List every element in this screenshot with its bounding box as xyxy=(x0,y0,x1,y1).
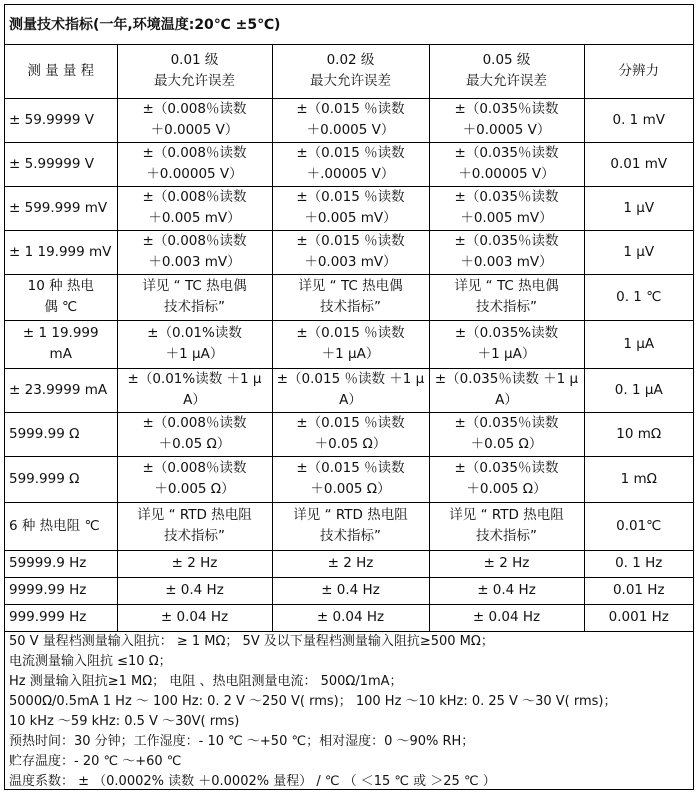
cell-range xyxy=(5,274,117,320)
cell-line: ＋0.00005 V） xyxy=(146,166,243,182)
table-row xyxy=(5,98,693,142)
cell-line: ±（0.015 ％读数 xyxy=(296,101,405,117)
cell-line: ＋0.005 Ω） xyxy=(154,481,235,497)
table-row xyxy=(5,550,693,577)
cell-line: ± 2 Hz xyxy=(483,555,530,571)
cell-grade-0.05 xyxy=(429,502,584,550)
cell-line: ＋0.003 mV） xyxy=(148,254,241,270)
cell-range xyxy=(5,368,117,412)
table-row xyxy=(5,186,693,230)
cell-line: ± 0.04 Hz xyxy=(472,609,541,625)
cell-resolution: 1 μV xyxy=(584,230,693,274)
cell-line: ± 0.04 Hz xyxy=(160,609,229,625)
cell-line: ＋0.0005 V） xyxy=(306,122,395,138)
cell-line: A） xyxy=(339,392,362,408)
cell-resolution: 0.01℃ xyxy=(584,502,693,550)
cell-range xyxy=(5,186,117,230)
cell-grade-0.01 xyxy=(117,412,272,456)
cell-line: ±（0.008％读数 xyxy=(142,460,247,476)
cell-line: ± 2 Hz xyxy=(327,555,374,571)
header-range: 测 量 量 程 xyxy=(5,45,117,98)
note-line: 10 kHz ～59 kHz: 0.5 V ～30V( rms) xyxy=(9,713,240,729)
cell-line: ±（0.035％读数 xyxy=(454,189,559,205)
cell-grade-0.05 xyxy=(429,186,584,230)
cell-line: ＋0.003 mV） xyxy=(304,254,397,270)
cell-line: ±（0.015 ％读数 xyxy=(296,415,405,431)
note-line: 电流测量输入阻抗 ≤10 Ω； xyxy=(9,653,172,669)
cell-line: ± 5.99999 V xyxy=(9,155,94,172)
cell-resolution: 1 mΩ xyxy=(584,456,693,502)
cell-range xyxy=(5,502,117,550)
cell-line: ＋0.005 Ω） xyxy=(466,481,547,497)
header-grade-0.01: 0.01 级 最大允许误差 xyxy=(117,45,272,98)
cell-line: 技术指标” xyxy=(164,528,225,544)
note-line: 50 V 量程档测量输入阻抗： ≥ 1 MΩ； 5V 及以下量程档测量输入阻抗≥500 MΩ； xyxy=(9,633,494,649)
cell-line: ± 1 19.999 xyxy=(22,325,99,341)
cell-line: ＋0.00005 V） xyxy=(458,166,555,182)
table-row xyxy=(5,368,693,412)
cell-line: ＋0.0005 V） xyxy=(150,122,239,138)
cell-line: ± 0.4 Hz xyxy=(321,582,380,598)
cell-range xyxy=(5,412,117,456)
cell-line: ＋0.005 mV） xyxy=(304,210,397,226)
cell-grade-0.05 xyxy=(429,604,584,631)
table-row xyxy=(5,604,693,631)
cell-grade-0.05 xyxy=(429,577,584,604)
cell-grade-0.05 xyxy=(429,98,584,142)
cell-line: 技术指标” xyxy=(476,528,537,544)
table-row xyxy=(5,230,693,274)
cell-line: ± 0.04 Hz xyxy=(316,609,385,625)
header-row xyxy=(5,45,693,98)
cell-grade-0.02 xyxy=(272,274,429,320)
cell-grade-0.02 xyxy=(272,550,429,577)
cell-line: A） xyxy=(183,392,206,408)
cell-grade-0.01 xyxy=(117,142,272,186)
cell-line: 6 种 热电阻 ℃ xyxy=(9,517,100,534)
cell-line: ±（0.008％读数 xyxy=(142,189,247,205)
cell-line: ±（0.015 ％读数 ＋1 μ xyxy=(276,371,425,387)
cell-line: 59999.9 Hz xyxy=(9,555,87,571)
cell-line: ± 0.4 Hz xyxy=(165,582,224,598)
cell-line: ＋.00005 V） xyxy=(306,166,395,182)
cell-line: A） xyxy=(495,392,518,408)
spec-sheet xyxy=(4,4,694,790)
cell-range xyxy=(5,320,117,368)
cell-line: 技术指标” xyxy=(320,299,381,315)
cell-line: ±（0.015 ％读数 xyxy=(296,325,405,341)
cell-line: 技术指标” xyxy=(320,528,381,544)
cell-grade-0.05 xyxy=(429,230,584,274)
cell-line: ± 2 Hz xyxy=(171,555,218,571)
cell-line: ＋0.005 Ω） xyxy=(310,481,391,497)
cell-grade-0.01 xyxy=(117,186,272,230)
cell-line: ±（0.015 ％读数 xyxy=(296,233,405,249)
cell-resolution: 0. 1 μA xyxy=(584,368,693,412)
cell-line: ±（0.035%读数 xyxy=(454,325,559,341)
cell-resolution: 0. 1 ℃ xyxy=(584,274,693,320)
header-resolution: 分辨力 xyxy=(584,45,693,98)
cell-line: ±（0.008％读数 xyxy=(142,101,247,117)
cell-line: ±（0.01%读数 ＋1 μ xyxy=(127,371,262,387)
note-line: 贮存温度：- 20 ℃ ～+60 ℃ xyxy=(9,753,182,769)
cell-line: ＋1 μA） xyxy=(165,346,224,362)
cell-line: ±（0.035％读数 ＋1 μ xyxy=(434,371,579,387)
cell-line: 详见 “ TC 热电偶 xyxy=(142,278,247,294)
table-row xyxy=(5,274,693,320)
cell-line: ±（0.035％读数 xyxy=(454,101,559,117)
cell-range xyxy=(5,456,117,502)
cell-line: 599.999 Ω xyxy=(9,470,80,487)
header-grade-0.05: 0.05 级 最大允许误差 xyxy=(429,45,584,98)
table-row xyxy=(5,456,693,502)
cell-line: 详见 “ RTD 热电阻 xyxy=(293,507,408,523)
table-row xyxy=(5,142,693,186)
cell-line: ± 599.999 mV xyxy=(9,199,108,216)
cell-resolution: 10 mΩ xyxy=(584,412,693,456)
cell-grade-0.01 xyxy=(117,98,272,142)
cell-grade-0.02 xyxy=(272,502,429,550)
cell-grade-0.05 xyxy=(429,142,584,186)
cell-grade-0.01 xyxy=(117,368,272,412)
cell-line: ±（0.015 ％读数 xyxy=(296,145,405,161)
cell-line: ±（0.008％读数 xyxy=(142,415,247,431)
cell-grade-0.02 xyxy=(272,320,429,368)
cell-grade-0.02 xyxy=(272,186,429,230)
cell-grade-0.05 xyxy=(429,320,584,368)
note-line: Hz 测量输入阻抗≥1 MΩ； 电阻 、热电阻测量电流： 500Ω/1mA； xyxy=(9,673,403,689)
cell-line: 技术指标” xyxy=(164,299,225,315)
page-title: 测量技术指标(一年,环境温度:20℃ ±5℃) xyxy=(5,5,693,45)
cell-line: ＋0.005 mV） xyxy=(148,210,241,226)
cell-grade-0.02 xyxy=(272,577,429,604)
cell-resolution: 0. 1 Hz xyxy=(584,550,693,577)
cell-range xyxy=(5,577,117,604)
cell-grade-0.05 xyxy=(429,550,584,577)
cell-line: 999.999 Hz xyxy=(9,609,87,625)
cell-line: ±（0.015 ％读数 xyxy=(296,189,405,205)
cell-line: 详见 “ TC 热电偶 xyxy=(298,278,403,294)
cell-line: ＋1 μA） xyxy=(321,346,380,362)
cell-line: 技术指标” xyxy=(476,299,537,315)
cell-range xyxy=(5,604,117,631)
cell-resolution: 1 μV xyxy=(584,186,693,230)
cell-grade-0.05 xyxy=(429,368,584,412)
cell-line: ±（0.008％读数 xyxy=(142,233,247,249)
cell-line: ＋0.005 mV） xyxy=(460,210,553,226)
cell-grade-0.01 xyxy=(117,320,272,368)
cell-line: ±（0.015 ％读数 xyxy=(296,460,405,476)
cell-grade-0.02 xyxy=(272,368,429,412)
cell-grade-0.01 xyxy=(117,230,272,274)
cell-line: ± 1 19.999 mV xyxy=(9,243,112,260)
cell-line: ±（0.035％读数 xyxy=(454,460,559,476)
cell-grade-0.05 xyxy=(429,456,584,502)
cell-resolution: 1 μA xyxy=(584,320,693,368)
cell-line: ± 0.4 Hz xyxy=(477,582,536,598)
cell-line: ±（0.035％读数 xyxy=(454,145,559,161)
cell-grade-0.01 xyxy=(117,604,272,631)
cell-line: ±（0.035％读数 xyxy=(454,415,559,431)
cell-grade-0.05 xyxy=(429,274,584,320)
cell-line: ＋0.05 Ω） xyxy=(158,436,231,452)
cell-line: 9999.99 Hz xyxy=(9,582,87,598)
cell-grade-0.02 xyxy=(272,142,429,186)
table-row xyxy=(5,502,693,550)
cell-range xyxy=(5,230,117,274)
table-row xyxy=(5,577,693,604)
cell-line: 详见 “ RTD 热电阻 xyxy=(449,507,564,523)
cell-grade-0.02 xyxy=(272,412,429,456)
cell-line: 5999.99 Ω xyxy=(9,425,80,442)
note-line: 温度系数： ± （0.0002% 读数 ＋0.0002% 量程） / ℃ （ ＜15 ℃ 或 ＞25 ℃ ） xyxy=(9,773,496,789)
table-row xyxy=(5,320,693,368)
cell-line: ＋0.05 Ω） xyxy=(314,436,387,452)
cell-resolution: 0. 1 mV xyxy=(584,98,693,142)
cell-grade-0.01 xyxy=(117,550,272,577)
notes-block xyxy=(5,632,693,792)
cell-grade-0.02 xyxy=(272,98,429,142)
note-line: 5000Ω/0.5mA 1 Hz ～ 100 Hz: 0. 2 V ～250 V( rms)； 100 Hz ～10 kHz: 0. 25 V ～30 V( rms)； xyxy=(9,693,617,709)
spec-table xyxy=(5,45,693,632)
cell-grade-0.01 xyxy=(117,577,272,604)
cell-line: 详见 “ RTD 热电阻 xyxy=(137,507,252,523)
cell-line: 偶 ℃ xyxy=(44,299,78,315)
cell-line: ＋0.05 Ω） xyxy=(470,436,543,452)
cell-line: ± 59.9999 V xyxy=(9,111,94,128)
cell-resolution: 0.01 mV xyxy=(584,142,693,186)
cell-line: ±（0.035％读数 xyxy=(454,233,559,249)
cell-line: 详见 “ TC 热电偶 xyxy=(454,278,559,294)
cell-line: ＋0.003 mV） xyxy=(460,254,553,270)
cell-grade-0.02 xyxy=(272,230,429,274)
cell-line: ±（0.008％读数 xyxy=(142,145,247,161)
cell-line: ＋1 μA） xyxy=(477,346,536,362)
cell-resolution: 0.01 Hz xyxy=(584,577,693,604)
cell-line: ＋0.0005 V） xyxy=(462,122,551,138)
cell-line: ± 23.9999 mA xyxy=(9,381,108,398)
cell-grade-0.01 xyxy=(117,456,272,502)
cell-grade-0.02 xyxy=(272,604,429,631)
cell-resolution: 0.001 Hz xyxy=(584,604,693,631)
cell-grade-0.02 xyxy=(272,456,429,502)
cell-range xyxy=(5,98,117,142)
table-row xyxy=(5,412,693,456)
cell-range xyxy=(5,550,117,577)
cell-grade-0.01 xyxy=(117,274,272,320)
note-line: 预热时间：30 分钟；工作湿度：- 10 ℃ ～+50 ℃；相对湿度：0 ～90% RH； xyxy=(9,733,475,749)
cell-line: ±（0.01%读数 xyxy=(147,325,242,341)
cell-grade-0.05 xyxy=(429,412,584,456)
cell-line: mA xyxy=(49,346,72,362)
header-grade-0.02: 0.02 级 最大允许误差 xyxy=(272,45,429,98)
cell-range xyxy=(5,142,117,186)
cell-grade-0.01 xyxy=(117,502,272,550)
cell-line: 10 种 热电 xyxy=(27,278,94,294)
